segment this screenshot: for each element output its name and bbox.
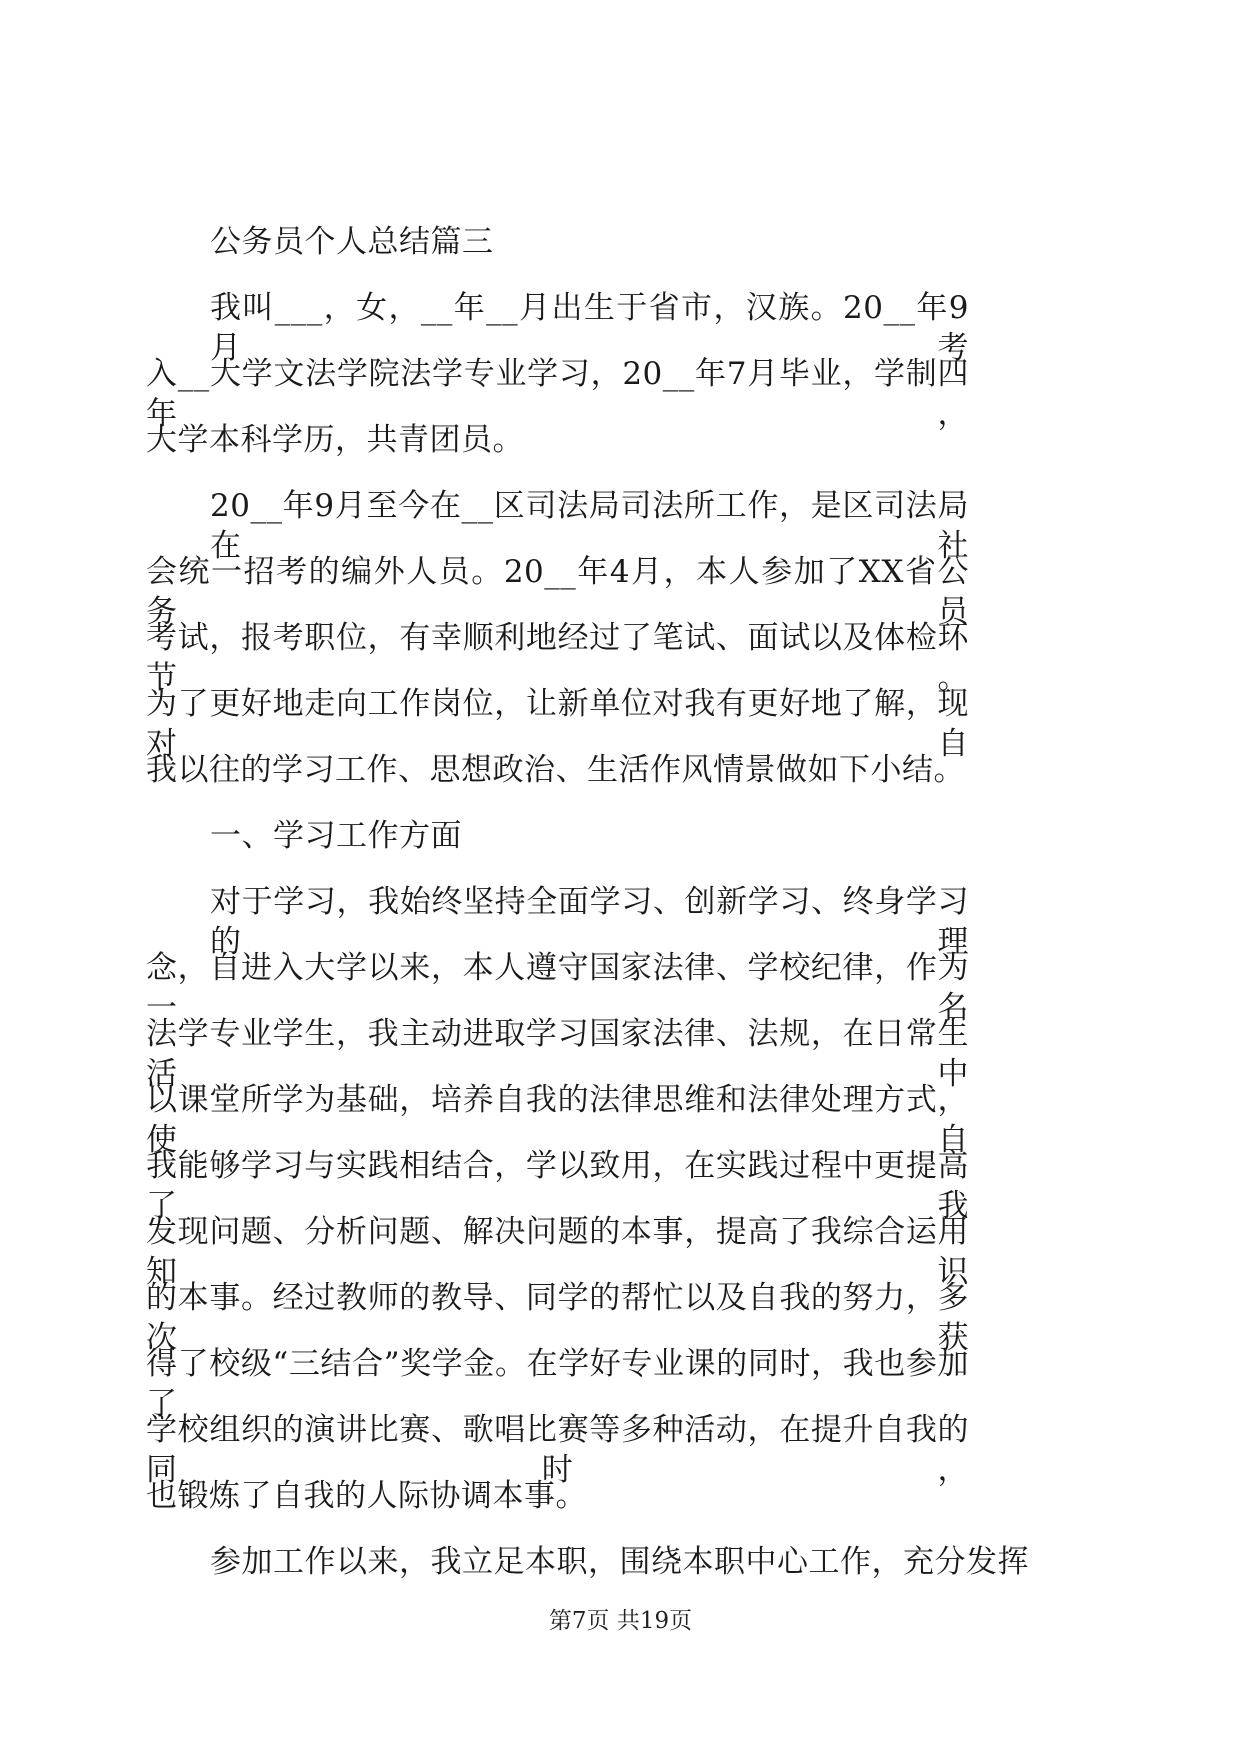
text-line: 考试，报考职位，有幸顺利地经过了笔试、面试以及体检环节。 bbox=[146, 620, 969, 696]
text-line: 我以往的学习工作、思想政治、生活作风情景做如下小结。 bbox=[146, 752, 965, 788]
text-line: 念，自进入大学以来，本人遵守国家法律、学校纪律，作为一名 bbox=[146, 950, 969, 1026]
text-line: 也锻炼了自我的人际协调本事。 bbox=[146, 1478, 587, 1514]
text-line: 得了校级“三结合”奖学金。在学好专业课的同时，我也参加了 bbox=[146, 1346, 969, 1422]
text-line: 为了更好地走向工作岗位，让新单位对我有更好地了解，现对自 bbox=[146, 686, 969, 762]
text-line: 法学专业学生，我主动进取学习国家法律、法规，在日常生活中 bbox=[146, 1016, 969, 1092]
text-line: 学校组织的演讲比赛、歌唱比赛等多种活动，在提升自我的同时， bbox=[146, 1412, 969, 1488]
text-line: 对于学习，我始终坚持全面学习、创新学习、终身学习的理 bbox=[210, 884, 969, 960]
section-heading: 公务员个人总结篇三 bbox=[210, 224, 494, 260]
text-line: 入__大学文法学院法学专业学习，20__年7月毕业，学制四年， bbox=[146, 356, 969, 432]
text-line: 发现问题、分析问题、解决问题的本事，提高了我综合运用知识 bbox=[146, 1214, 969, 1290]
text-line: 的本事。经过教师的教导、同学的帮忙以及自我的努力，多次获 bbox=[146, 1280, 969, 1356]
subsection-heading: 一、学习工作方面 bbox=[210, 818, 462, 854]
text-line: 以课堂所学为基础，培养自我的法律思维和法律处理方式，使自 bbox=[146, 1082, 969, 1158]
text-line: 会统一招考的编外人员。20__年4月，本人参加了XX省公务员 bbox=[146, 554, 969, 630]
text-line: 参加工作以来，我立足本职，围绕本职中心工作，充分发挥 bbox=[210, 1544, 1029, 1580]
text-line: 我叫___，女，__年__月出生于省市，汉族。20__年9月考 bbox=[210, 290, 969, 366]
page-number-footer: 第7页 共19页 bbox=[548, 1608, 693, 1634]
text-line: 大学本科学历，共青团员。 bbox=[146, 422, 524, 458]
text-line: 20__年9月至今在__区司法局司法所工作，是区司法局在社 bbox=[210, 488, 969, 564]
text-line: 我能够学习与实践相结合，学以致用，在实践过程中更提高了我 bbox=[146, 1148, 969, 1224]
